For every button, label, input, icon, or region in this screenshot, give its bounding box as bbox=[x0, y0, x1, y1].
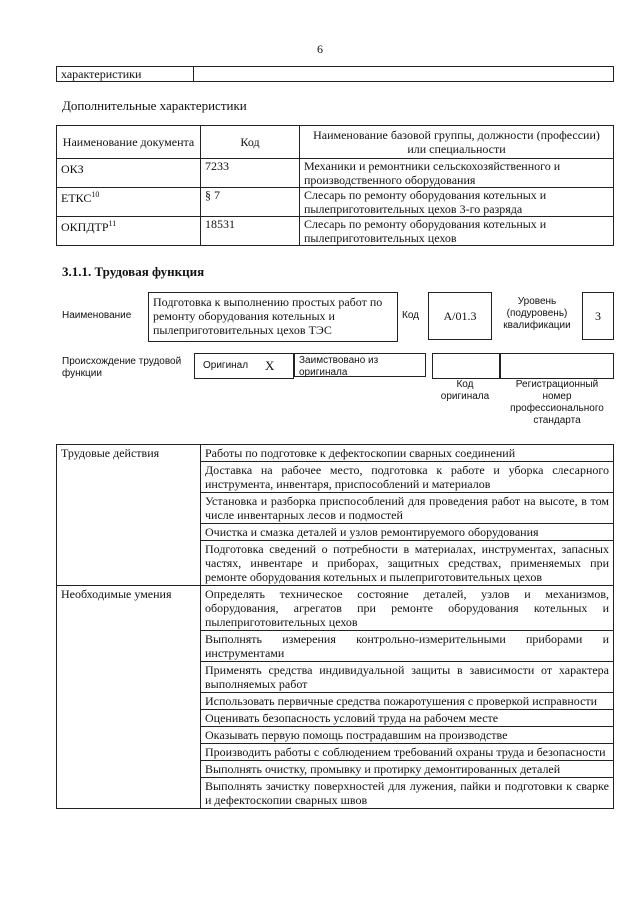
table-row bbox=[57, 217, 614, 246]
level-label: Уровень (подуровень) квалификации bbox=[503, 296, 571, 331]
list-item: Подготовка сведений о потребности в материалах, инструментах, запасных частях, инвентаре и приборах, защитных средствах, применяемых при ремонте оборудования котельных и пылеприготовительных цехов bbox=[201, 541, 614, 586]
name-label: Наименование bbox=[62, 310, 132, 321]
origin-label: Происхождение трудовой функции bbox=[62, 356, 182, 379]
origin-code-label: Код оригинала bbox=[440, 379, 490, 402]
table-row bbox=[57, 586, 614, 631]
list-item: Установка и разборка приспособлений для проведения работ на высоте, в том числе инвентарных лесов и подмостей bbox=[201, 493, 614, 524]
header-code: Код bbox=[201, 126, 300, 159]
function-name-box: Подготовка к выполнению простых работ по ремонту оборудования котельных и пылеприготовительных цехов ТЭС bbox=[148, 292, 398, 342]
code-cell: § 7 bbox=[201, 188, 300, 217]
section-label-actions: Трудовые действия bbox=[57, 445, 201, 586]
code-cell: 18531 bbox=[201, 217, 300, 246]
table-row bbox=[57, 188, 614, 217]
function-title: 3.1.1. Трудовая функция bbox=[62, 264, 205, 279]
reg-number-label: Регистрационный номер профессионального стандарта bbox=[510, 379, 604, 426]
list-item: Использовать первичные средства пожаротушения с проверкой исправности bbox=[201, 693, 614, 710]
list-item: Выполнять измерения контрольно-измерительными приборами и инструментами bbox=[201, 631, 614, 662]
code-cell: 7233 bbox=[201, 159, 300, 188]
list-item: Выполнять очистку, промывку и протирку демонтированных деталей bbox=[201, 761, 614, 778]
header-document: Наименование документа bbox=[57, 126, 201, 159]
list-item: Работы по подготовке к дефектоскопии сварных соединений bbox=[201, 445, 614, 462]
reg-number-box bbox=[500, 353, 614, 379]
top-strip-right bbox=[194, 67, 614, 82]
table-row bbox=[57, 159, 614, 188]
header-group: Наименование базовой группы, должности (профессии) или специальности bbox=[300, 126, 614, 159]
code-label: Код bbox=[402, 310, 420, 321]
borrowed-box: Заимствовано из оригинала bbox=[294, 353, 426, 377]
list-item: Определять техническое состояние деталей, узлов и механизмов, оборудования, агрегатов при ремонте оборудования котельных и пылеприготовительных цехов bbox=[201, 586, 614, 631]
doc-cell: ОКЗ bbox=[57, 159, 201, 188]
list-item: Очистка и смазка деталей и узлов ремонтируемого оборудования bbox=[201, 524, 614, 541]
original-box bbox=[194, 353, 294, 379]
original-label: Оригинал bbox=[203, 360, 249, 371]
doc-cell: ОКПДТР$^{11}$ bbox=[57, 217, 201, 246]
list-item: Оценивать безопасность условий труда на рабочем месте bbox=[201, 710, 614, 727]
original-mark: X bbox=[265, 358, 275, 373]
additional-table bbox=[56, 125, 614, 246]
section-label-skills: Необходимые умения bbox=[57, 586, 201, 809]
name-cell: Слесарь по ремонту оборудования котельных и пылеприготовительных цехов bbox=[300, 217, 614, 246]
table-row bbox=[57, 445, 614, 462]
name-cell: Механики и ремонтники сельскохозяйственного и производственного оборудования bbox=[300, 159, 614, 188]
labor-function-table bbox=[56, 444, 614, 809]
list-item: Применять средства индивидуальной защиты в зависимости от характера выполняемых работ bbox=[201, 662, 614, 693]
list-item: Производить работы с соблюдением требований охраны труда и безопасности bbox=[201, 744, 614, 761]
top-strip-table bbox=[56, 66, 614, 82]
top-strip-left: характеристики bbox=[57, 67, 194, 82]
origin-code-box bbox=[432, 353, 500, 379]
page-number: 6 bbox=[317, 42, 323, 56]
level-box: 3 bbox=[582, 292, 614, 340]
list-item: Доставка на рабочее место, подготовка к работе и уборка слесарного инструмента, инвентаря, приспособлений и материалов bbox=[201, 462, 614, 493]
doc-cell: ЕТКС$^{10}$ bbox=[57, 188, 201, 217]
name-cell: Слесарь по ремонту оборудования котельных и пылеприготовительных цехов 3-го разряда bbox=[300, 188, 614, 217]
additional-title: Дополнительные характеристики bbox=[62, 98, 247, 113]
list-item: Оказывать первую помощь пострадавшим на производстве bbox=[201, 727, 614, 744]
list-item: Выполнять зачистку поверхностей для лужения, пайки и подготовки к сварке и дефектоскопии сварных швов bbox=[201, 778, 614, 809]
function-code-box: A/01.3 bbox=[428, 292, 492, 340]
